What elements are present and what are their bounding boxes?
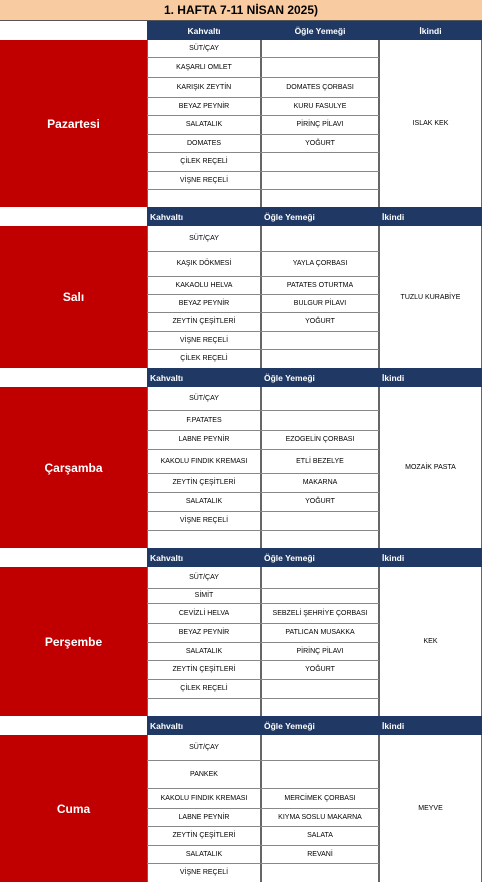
header-kahvalti: Kahvaltı [147, 21, 261, 40]
day-name-cell: Perşembe [0, 567, 147, 716]
header-ikindi: İkindi [379, 368, 482, 387]
header-blank-cell [0, 368, 147, 387]
lunch-item: BULGUR PİLAVI [293, 299, 347, 307]
breakfast-item: PANKEK [190, 770, 218, 778]
breakfast-item: SALATALIK [185, 647, 223, 655]
row-divider [147, 698, 379, 699]
header-ikindi: İkindi [379, 207, 482, 226]
header-blank-cell [0, 548, 147, 567]
breakfast-item: ÇİLEK REÇELİ [180, 685, 228, 692]
menu-title: 1. HAFTA 7-11 NİSAN 2025) [0, 0, 482, 21]
column-header-row [0, 716, 482, 735]
breakfast-item: VİŞNE REÇELİ [179, 517, 229, 524]
breakfast-item: KARIŞIK ZEYTİN [176, 83, 232, 91]
breakfast-item: ZEYTİN ÇEŞİTLERİ [172, 479, 236, 486]
header-ogle-yemegi: Öğle Yemeği [261, 368, 379, 387]
lunch-item: PİRİNÇ PİLAVI [296, 647, 344, 655]
lunch-item: PATATES OTURTMA [286, 281, 354, 289]
column-header-row [0, 21, 482, 40]
lunch-item: SALATA [307, 832, 333, 839]
breakfast-item: BEYAZ PEYNİR [178, 629, 230, 636]
lunch-item: YOĞURT [305, 498, 335, 505]
breakfast-item: SÜT/ÇAY [189, 45, 219, 52]
snack-item: ISLAK KEK [412, 120, 449, 127]
header-ogle-yemegi: Öğle Yemeği [261, 716, 379, 735]
breakfast-item: SALATALIK [185, 121, 223, 128]
lunch-item: YOĞURT [305, 666, 335, 673]
lunch-item: MERCİMEK ÇORBASI [284, 794, 356, 802]
header-ogle-yemegi: Öğle Yemeği [261, 207, 379, 226]
header-blank-cell [0, 207, 147, 226]
breakfast-item: BEYAZ PEYNİR [178, 102, 230, 110]
breakfast-item: SÜT/ÇAY [189, 574, 219, 581]
lunch-item: YAYLA ÇORBASI [292, 260, 348, 267]
breakfast-item: ÇİLEK REÇELİ [180, 355, 228, 362]
breakfast-item: SALATALIK [185, 850, 223, 858]
header-ikindi: İkindi [379, 21, 482, 40]
breakfast-item: KAKOLU FINDIK KREMASI [160, 794, 248, 802]
header-kahvalti: Kahvaltı [147, 207, 261, 226]
header-blank-cell [0, 21, 147, 40]
lunch-item: YOĞURT [305, 318, 335, 325]
lunch-item: KIYMA SOSLU MAKARNA [278, 813, 362, 821]
lunch-item: PATLICAN MUSAKKA [285, 629, 355, 636]
lunch-item: SEBZELİ ŞEHRİYE ÇORBASI [272, 609, 368, 617]
lunch-item: ETLİ BEZELYE [296, 457, 344, 465]
breakfast-item: VİŞNE REÇELİ [179, 869, 229, 876]
header-ikindi: İkindi [379, 716, 482, 735]
day-name-cell: Pazartesi [0, 40, 147, 207]
breakfast-item: VİŞNE REÇELİ [179, 176, 229, 184]
breakfast-item: KAKAOLU HELVA [175, 281, 233, 289]
snack-item: KEK [423, 638, 438, 645]
header-ogle-yemegi: Öğle Yemeği [261, 548, 379, 567]
day-name-cell: Cuma [0, 735, 147, 882]
breakfast-item: LABNE PEYNİR [178, 436, 230, 443]
breakfast-item: KAŞIK DÖKMESİ [176, 260, 232, 267]
breakfast-item: SÜT/ÇAY [189, 235, 219, 242]
column-header-row [0, 548, 482, 567]
breakfast-item: SÜT/ÇAY [189, 744, 219, 751]
header-ikindi: İkindi [379, 548, 482, 567]
breakfast-item: KAKOLU FINDIK KREMASI [160, 457, 248, 465]
lunch-item: REVANİ [307, 850, 333, 858]
lunch-item: PİRİNÇ PİLAVI [296, 121, 344, 128]
lunch-item: EZOGELİN ÇORBASI [285, 436, 355, 443]
header-blank-cell [0, 716, 147, 735]
breakfast-item: ZEYTİN ÇEŞİTLERİ [172, 318, 236, 325]
lunch-item: DOMATES ÇORBASI [286, 83, 354, 91]
snack-item: MEYVE [418, 805, 443, 812]
breakfast-item: SALATALIK [185, 498, 223, 505]
breakfast-item: SİMİT [194, 592, 214, 599]
breakfast-item: VİŞNE REÇELİ [179, 336, 229, 344]
lunch-item: MAKARNA [302, 479, 338, 486]
lunch-item: YOĞURT [305, 139, 335, 147]
row-divider [147, 530, 379, 531]
column-header-row [0, 368, 482, 387]
breakfast-item: ZEYTİN ÇEŞİTLERİ [172, 832, 236, 839]
lunch-item: KURU FASULYE [293, 102, 347, 110]
breakfast-item: KAŞARLI OMLET [176, 63, 232, 71]
breakfast-item: ZEYTİN ÇEŞİTLERİ [172, 666, 236, 673]
day-name-cell: Çarşamba [0, 387, 147, 548]
breakfast-item: F.PATATES [186, 416, 222, 424]
header-kahvalti: Kahvaltı [147, 716, 261, 735]
breakfast-item: ÇİLEK REÇELİ [180, 158, 228, 165]
breakfast-item: CEVİZLİ HELVA [178, 609, 230, 617]
breakfast-item: BEYAZ PEYNİR [178, 299, 230, 307]
day-name-cell: Salı [0, 226, 147, 368]
breakfast-item: SÜT/ÇAY [189, 395, 219, 402]
header-kahvalti: Kahvaltı [147, 548, 261, 567]
header-ogle-yemegi: Öğle Yemeği [261, 21, 379, 40]
breakfast-item: LABNE PEYNİR [178, 813, 230, 821]
header-kahvalti: Kahvaltı [147, 368, 261, 387]
row-divider [147, 189, 379, 190]
snack-item: TUZLU KURABİYE [400, 293, 461, 301]
column-header-row [0, 207, 482, 226]
snack-item: MOZAİK PASTA [405, 464, 456, 471]
breakfast-item: DOMATES [186, 139, 222, 147]
